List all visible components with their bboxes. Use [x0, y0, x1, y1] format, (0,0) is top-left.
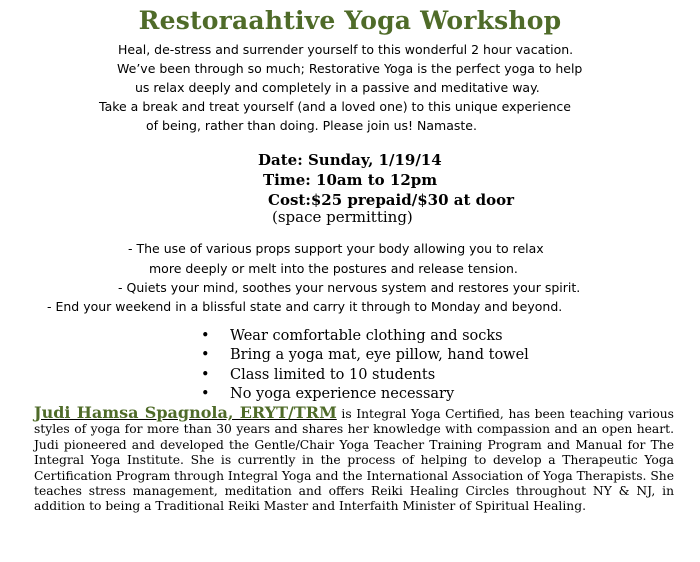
bullet-icon: • [201, 385, 210, 402]
date-value: : Sunday, 1/19/14 [297, 151, 442, 169]
time-value: : 10am to 12pm [305, 171, 438, 189]
bullet-icon: • [201, 366, 210, 383]
preparation-list [201, 327, 529, 404]
instructor-name: Judi Hamsa Spagnola, ERYT/TRM [34, 403, 337, 422]
list-item-text: No yoga experience necessary [230, 385, 455, 402]
list-item-text: Bring a yoga mat, eye pillow, hand towel [230, 347, 529, 364]
list-item-text: Wear comfortable clothing and socks [230, 328, 503, 344]
intro-line: of being, rather than doing. Please join us! Namaste. [146, 118, 477, 133]
list-item-text: Class limited to 10 students [230, 366, 436, 383]
instructor-bio [34, 405, 674, 515]
intro-line: Heal, de-stress and surrender yourself to this wonderful 2 hour vacation. [118, 42, 574, 57]
time-label: Time [263, 171, 306, 189]
benefit-line: - End your weekend in a blissful state and carry it through to Monday and beyond. [47, 299, 563, 314]
intro-line: us relax deeply and completely in a passive and meditative way. [135, 80, 540, 95]
intro-line: We’ve been through so much; Restorative Yoga is the perfect yoga to help [117, 61, 583, 76]
list-item [201, 385, 529, 404]
benefit-line: - The use of various props support your body allowing you to relax [128, 241, 544, 256]
event-time [263, 171, 437, 189]
bullet-icon: • [201, 347, 210, 364]
event-cost-note: (space permitting) [272, 208, 413, 226]
list-item [201, 366, 529, 385]
event-date [258, 151, 442, 169]
benefit-line: more deeply or melt into the postures and release tension. [149, 261, 518, 276]
benefit-line: - Quiets your mind, soothes your nervous system and restores your spirit. [118, 280, 581, 295]
event-cost: Cost:$25 prepaid/$30 at door [268, 191, 514, 209]
list-item [201, 346, 529, 365]
list-item [201, 327, 529, 346]
date-label: Date [258, 151, 298, 169]
bullet-icon: • [201, 328, 210, 344]
instructor-bio-text: is Integral Yoga Certified, has been teaching various styles of yoga for more than 30 years and shares her knowledge with compassion and an open heart. Judi pioneered and developed the Gentle/Chair Yoga Teacher Training Program and Manual for The Integral Yoga Institute. She is currently in the process of helping to develop a Therapeutic Yoga Certification Program through Integral Yoga and the International Association of Yoga Therapists. She teaches stress management, meditation and offers Reiki Healing Circles throughout NY & NJ, in addition to being a Traditional Reiki Master and Interfaith Minister of Spiritual Healing. [34, 407, 674, 514]
page-title: Restoraahtive Yoga Workshop [138, 6, 562, 35]
intro-line: Take a break and treat yourself (and a loved one) to this unique experience [99, 99, 571, 114]
